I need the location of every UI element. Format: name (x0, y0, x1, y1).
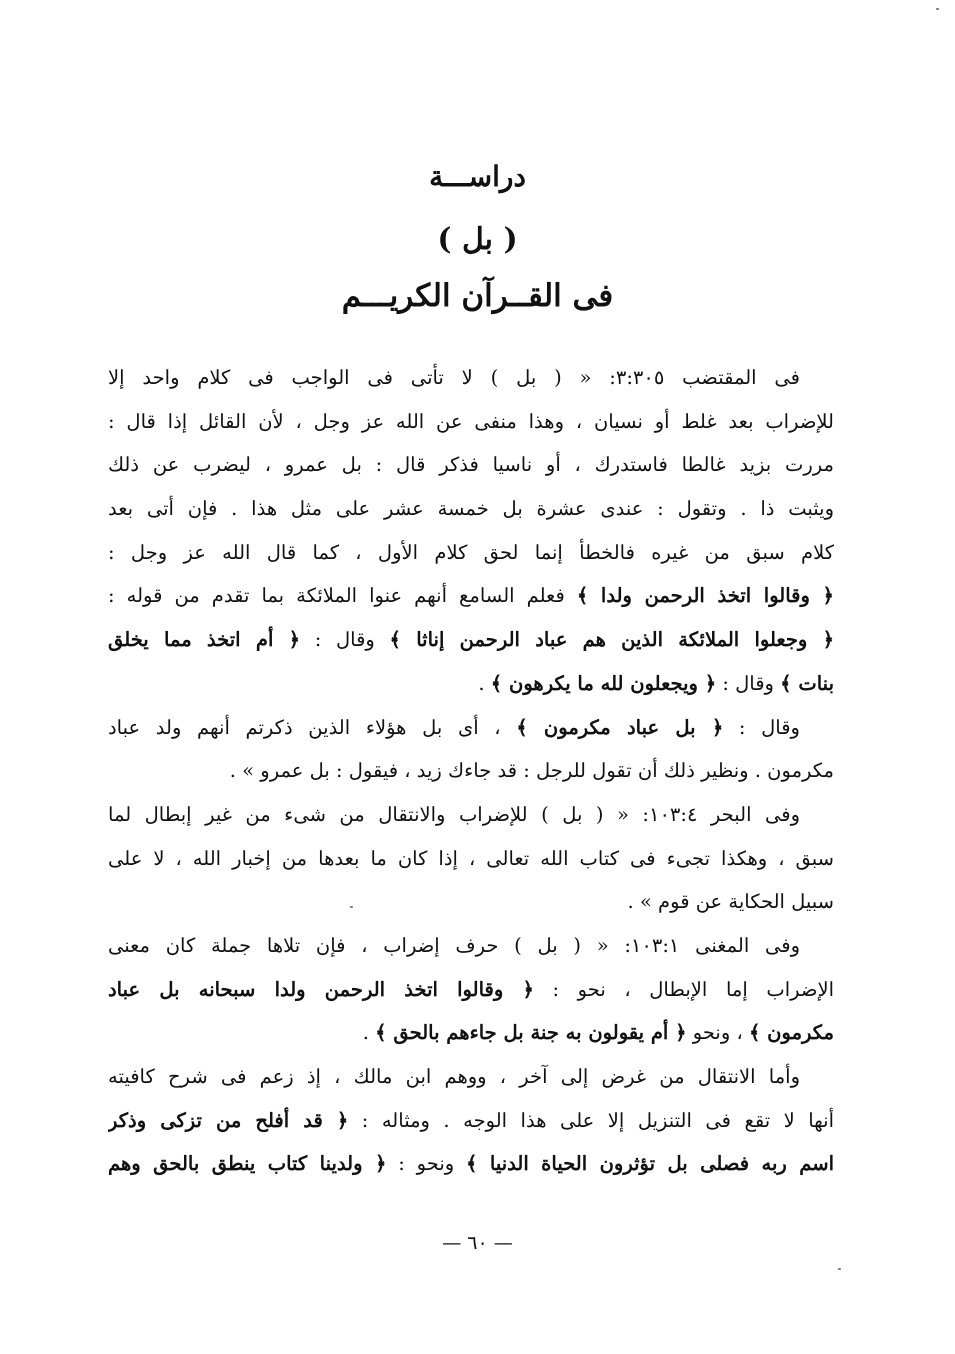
scan-speck (838, 1268, 841, 1270)
text-line (108, 662, 834, 706)
page-number: — ٦٠ — (442, 1232, 513, 1254)
text-line (108, 1142, 834, 1186)
text-line (108, 443, 834, 487)
scan-speck (936, 8, 939, 10)
text-line (108, 1011, 834, 1055)
text-line (108, 1099, 834, 1143)
text-line (108, 574, 834, 618)
text-segment: سبيل الحكاية عن قوم » . (627, 890, 834, 914)
text-line (108, 837, 834, 881)
text-segment: وقال : (300, 628, 390, 652)
text-segment: وأما الانتقال من غرض إلى آخر ، ووهم ابن مالك ، إذ زعم فى شرح كافيته (108, 1065, 800, 1088)
text-line (108, 749, 834, 793)
text-line (108, 356, 834, 400)
text-segment: . (362, 1021, 376, 1045)
text-segment: وفى المغنى ١٠٣:١: « ( بل ) حرف إضراب ، فإن تلاها جملة كان معنى (108, 933, 800, 957)
text-line (108, 400, 834, 444)
text-segment: سبق ، وهكذا تجىء فى كتاب الله تعالى ، إذا كان ما بعدها من إخبار الله ، لا على (108, 846, 834, 870)
text-segment: وقال : (716, 671, 781, 695)
text-segment: وفى البحر ١٠٣:٤: « ( بل ) للإضراب والانتقال من شىء من غير إبطال لما (108, 802, 800, 826)
quran-quote: ﴿ بل عباد مكرمون ﴾ (516, 715, 724, 739)
text-segment: للإضراب بعد غلط أو نسيان ، وهذا منفى عن الله عز وجل ، لأن القائل إذا قال : (108, 409, 834, 433)
text-line (108, 793, 834, 837)
text-line (108, 968, 834, 1012)
text-line (108, 1055, 834, 1099)
text-segment: وقال : (723, 715, 800, 739)
heading-bal: ( بل ) (437, 222, 518, 257)
quran-quote: ﴿ وقالوا اتخذ الرحمن ولدا ﴾ (576, 584, 834, 608)
quran-quote: ﴿ ويجعلون لله ما يكرهون ﴾ (490, 671, 717, 695)
text-line (108, 706, 834, 750)
text-segment: كلام سبق من غيره فالخطأ إنما لحق كلام الأول ، كما قال الله عز وجل : (108, 540, 834, 564)
text-line (108, 618, 834, 662)
quran-quote: ﴿ قد أفلح من تزكى وذكر (108, 1108, 349, 1132)
text-segment: مكرمون . ونظير ذلك أن تقول للرجل : قد جاءك زيد ، فيقول : بل عمرو » . (229, 759, 834, 783)
text-segment: فعلم السامع أنهم عنوا الملائكة بما تقدم من قوله : (108, 584, 577, 608)
quran-quote: ﴿ أم يقولون به جنة بل جاءهم بالحق ﴾ (375, 1021, 687, 1045)
text-segment: ويثبت ذا . وتقول : عندى عشرة بل خمسة عشر على مثل هذا . فإن أتى بعد (108, 497, 834, 521)
body-text (108, 356, 834, 1186)
quran-quote: مكرمون ﴾ (748, 1021, 834, 1045)
text-segment: ، أى بل هؤلاء الذين ذكرتم أنهم ولد عباد (108, 715, 517, 739)
text-segment: الإضراب إما الإبطال ، نحو : (533, 977, 834, 1001)
scan-speck (350, 906, 353, 908)
quran-quote: ﴿ وقالوا اتخذ الرحمن ولدا سبحانه بل عباد (108, 977, 534, 1001)
quran-quote: ﴿ أم اتخذ مما يخلق (108, 628, 301, 652)
heading-quran: فى القــرآن الكريـــم (341, 278, 614, 314)
quran-quote: اسم ربه فصلى بل تؤثرون الحياة الدنيا ﴾ (466, 1152, 834, 1176)
text-segment: أنها لا تقع فى التنزيل إلا على هذا الوجه . ومثاله : (348, 1108, 834, 1132)
quran-quote: بنات ﴾ (780, 671, 834, 695)
text-line (108, 531, 834, 575)
text-line (108, 924, 834, 968)
quran-quote: ﴿ وجعلوا الملائكة الذين هم عباد الرحمن إناثا ﴾ (389, 628, 834, 652)
text-line (108, 487, 834, 531)
text-segment: فى المقتضب ٣:٣٠٥: « ( بل ) لا تأتى فى الواجب فى كلام واحد إلا (108, 366, 800, 389)
heading-study: دراســـة (429, 160, 526, 193)
quran-quote: ﴿ ولدينا كتاب ينطق بالحق وهم (108, 1152, 387, 1176)
text-line (108, 880, 834, 924)
text-segment: ، ونحو (686, 1021, 749, 1045)
text-segment: مررت بزيد غالطا فاستدرك ، أو ناسيا فذكر قال : بل عمرو ، ليضرب عن ذلك (108, 453, 834, 477)
text-segment: ونحو : (386, 1152, 467, 1176)
text-segment: . (478, 671, 491, 695)
